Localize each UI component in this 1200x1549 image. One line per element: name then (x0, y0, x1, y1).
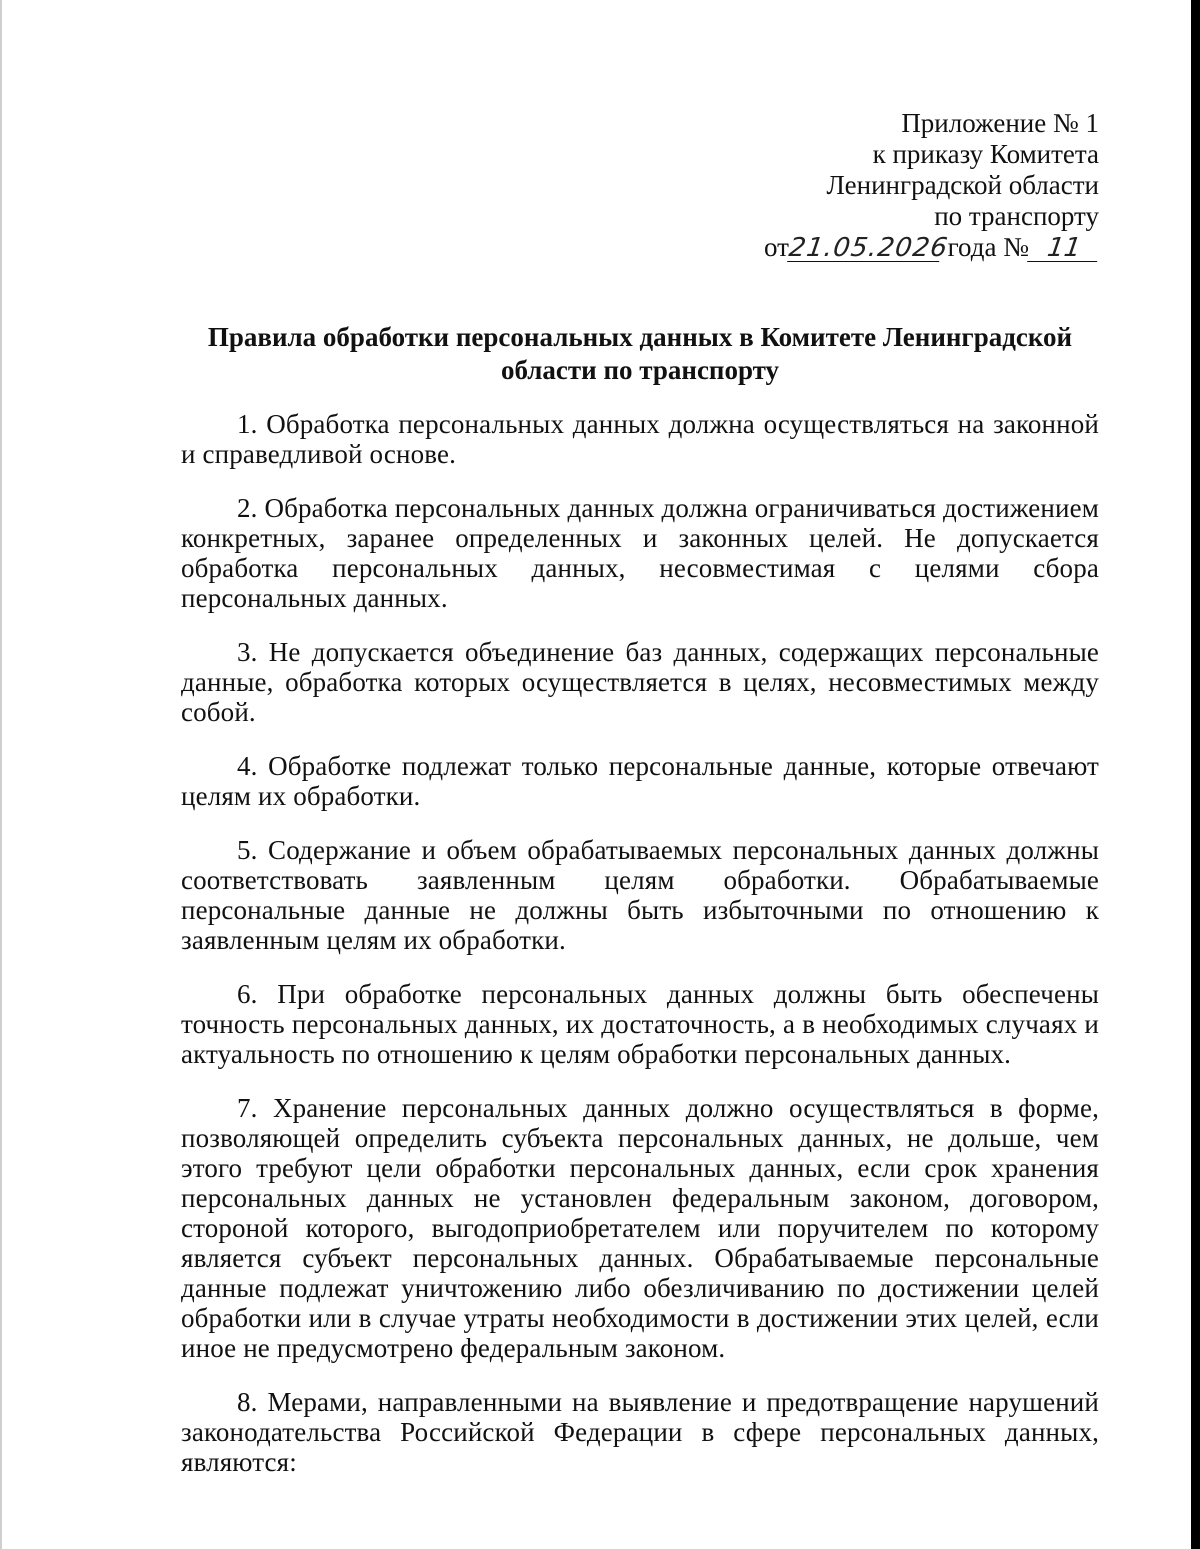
clause-text: Обработке подлежат только персональные данные, которые отвечают целям их обработки. (181, 751, 1099, 811)
document-title (181, 321, 1099, 387)
clauses-list (181, 409, 1099, 1477)
scan-left-edge (0, 0, 2, 1549)
appendix-line-1: Приложение № 1 (901, 108, 1099, 138)
clause-number: 3. (237, 637, 258, 667)
clause-number: 2. (237, 493, 258, 523)
title-line-1: Правила обработки персональных данных в Комитете Ленинградской (207, 322, 1073, 352)
year-word: года № (947, 232, 1029, 262)
clause-number: 6. (237, 979, 258, 1009)
handwritten-date: 21.05.2026 (786, 233, 950, 263)
clause-text: Не допускается объединение баз данных, содержащих персональные данные, обработка которых осуществляется в целях, несовместимых между собой. (181, 637, 1100, 727)
appendix-line-3: Ленинградской области (826, 170, 1099, 200)
title-line-2: области по транспорту (500, 355, 780, 385)
clause-text: Хранение персональных данных должно осуществляться в форме, позволяющей определить субъекта персональных данных, не дольше, чем этого требуют цели обработки персональных данных, если срок хранения персональных данных не установлен федеральным законом, договором, стороной которого, выгодоприобретателем или поручителем по которому является субъект персональных данных. Обрабатываемые персональные данные подлежат уничтожению либо обезличиванию по достижении целей обработки или в случае утраты необходимости в достижении этих целей, если иное не предусмотрено федеральным законом. (181, 1093, 1099, 1363)
handwritten-order-number: 11 (1027, 235, 1101, 262)
clause-4 (181, 751, 1099, 811)
appendix-line-2: к приказу Комитета (872, 139, 1099, 169)
date-prefix: от (763, 232, 789, 262)
appendix-header (181, 108, 1099, 263)
clause-text: Обработка персональных данных должна ограничиваться достижением конкретных, заранее определенных и законных целей. Не допускается обработка персональных данных, несовместимая с целями сбора персональных данных. (181, 493, 1100, 613)
clause-5 (181, 835, 1099, 955)
appendix-line-4: по транспорту (934, 201, 1099, 231)
document-page (181, 108, 1099, 1501)
scan-right-edge (1191, 0, 1200, 1549)
clause-2 (181, 493, 1099, 613)
clause-1 (181, 409, 1099, 469)
clause-number: 1. (237, 409, 258, 439)
order-date-line (181, 232, 1099, 263)
clause-number: 4. (237, 751, 258, 781)
clause-7 (181, 1093, 1099, 1363)
clause-number: 5. (237, 835, 258, 865)
clause-text: Мерами, направленными на выявление и предотвращение нарушений законодательства Российской Федерации в сфере персональных данных, являются: (181, 1387, 1099, 1477)
clause-text: При обработке персональных данных должны быть обеспечены точность персональных данных, их достаточность, а в необходимых случаях и актуальность по отношению к целям обработки персональных данных. (181, 979, 1099, 1069)
clause-number: 8. (237, 1387, 258, 1417)
clause-6 (181, 979, 1099, 1069)
clause-number: 7. (237, 1093, 258, 1123)
clause-8 (181, 1387, 1099, 1477)
clause-3 (181, 637, 1099, 727)
clause-text: Обработка персональных данных должна осуществляться на законной и справедливой основе. (181, 409, 1100, 469)
clause-text: Содержание и объем обрабатываемых персональных данных должны соответствовать заявленным целям обработки. Обрабатываемые персональные данные не должны быть избыточными по отношению к заявленным целям их обработки. (181, 835, 1099, 955)
